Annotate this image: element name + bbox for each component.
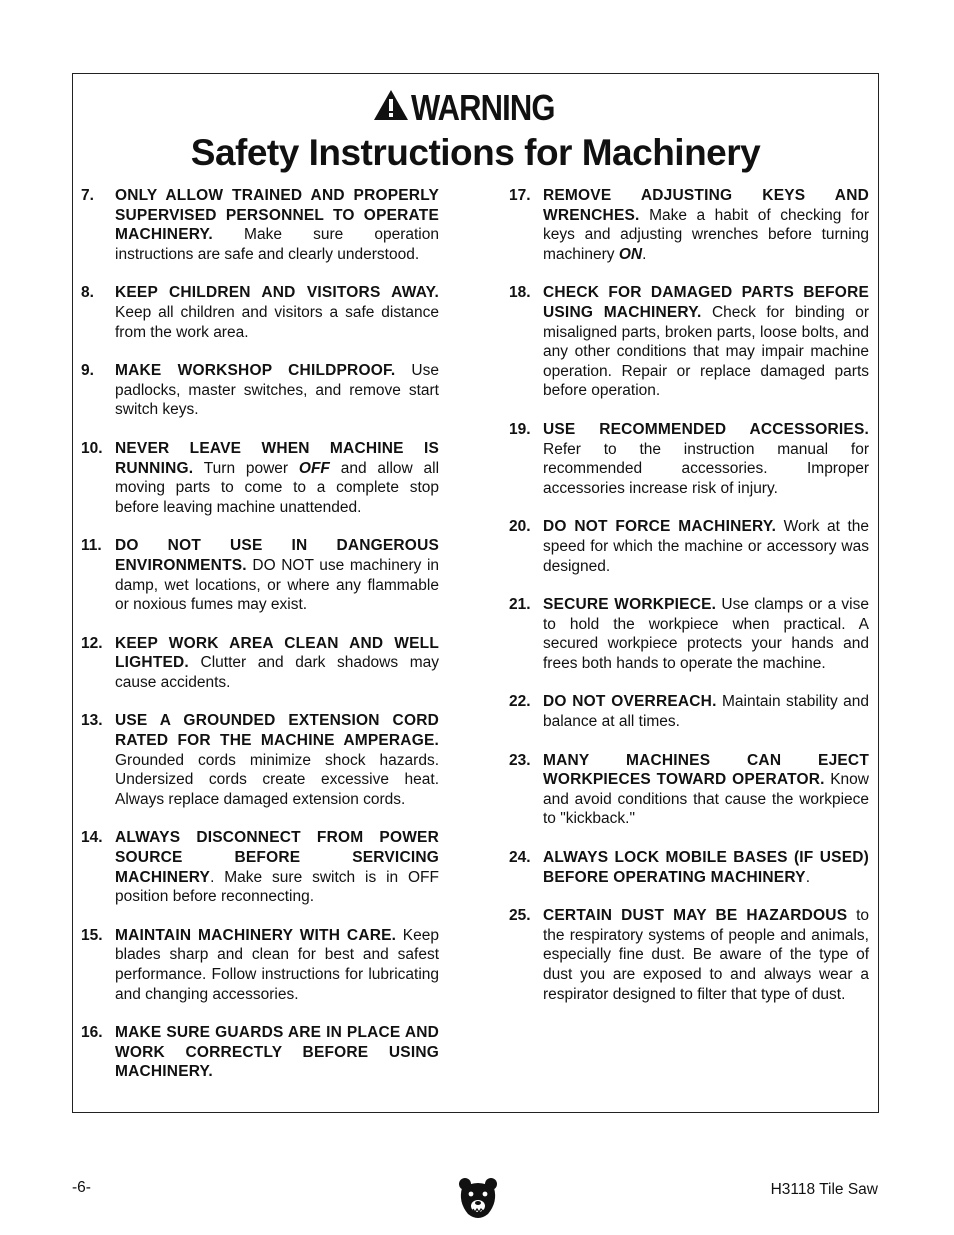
bear-logo-icon (458, 1176, 498, 1222)
item-heading: ONLY ALLOW TRAINED AND PROPERLY SUPERVISED PERSONNEL TO OPERATE MACHINERY. (115, 187, 439, 244)
item-body: to the respiratory systems of people and animals, especially fine dust. Be aware of the type of dust you are exposed to and always wear a respirator designed to filter that type of dust. (543, 907, 869, 1003)
item-heading: USE A GROUNDED EXTENSION CORD RATED FOR THE MACHINE AMPERAGE. (115, 712, 439, 750)
item-number: 10. (81, 439, 103, 457)
right-column (509, 186, 869, 1023)
list-item (81, 283, 439, 342)
item-body: Check for binding or misaligned parts, broken parts, loose bolts, and any other conditions that may impair machine operation. Repair or replace damaged parts before operation. (543, 303, 869, 400)
list-item (509, 848, 869, 887)
list-item (509, 692, 869, 731)
item-number: 13. (81, 712, 103, 730)
item-body: . (805, 868, 810, 886)
model-name: H3118 Tile Saw (770, 1181, 878, 1198)
item-heading: DO NOT FORCE MACHINERY. (543, 518, 777, 536)
item-number: 22. (509, 693, 531, 711)
item-number: 16. (81, 1024, 103, 1042)
item-number: 19. (509, 420, 531, 438)
item-heading: CHECK FOR DAMAGED PARTS BEFORE USING MACHINERY. (543, 284, 869, 321)
item-number: 14. (81, 829, 103, 847)
item-body: . Make sure switch is in OFF position before reconnecting. (115, 868, 439, 906)
left-column (81, 186, 439, 1101)
item-body: . (642, 245, 647, 263)
list-item (509, 906, 869, 1004)
item-number: 23. (509, 751, 531, 769)
item-heading: MANY MACHINES CAN EJECT WORKPIECES TOWARD OPERATOR. (543, 751, 869, 789)
list-item (81, 361, 439, 420)
item-emphasis: OFF (298, 459, 330, 477)
list-item (81, 1023, 439, 1082)
list-item (81, 711, 439, 809)
item-number: 18. (509, 284, 531, 302)
item-body: Make sure operation instructions are safe and clearly understood. (115, 226, 439, 263)
list-item (509, 186, 869, 264)
item-number: 7. (81, 187, 94, 204)
page-number: -6- (72, 1179, 91, 1196)
item-body: Keep blades sharp and clean for best and safest performance. Follow instructions for lubricating and changing accessories. (115, 926, 439, 1003)
list-item (81, 439, 439, 517)
warning-word: WARNING (411, 87, 555, 128)
item-body: Use padlocks, master switches, and remove start switch keys. (115, 362, 439, 419)
item-body: Maintain stability and balance at all times. (543, 693, 870, 731)
item-heading: NEVER LEAVE WHEN MACHINE IS RUNNING. (115, 439, 439, 477)
item-body: Turn power (203, 459, 289, 477)
item-body: Refer to the instruction manual for recommended accessories. Improper accessories increase risk of injury. (543, 440, 869, 497)
item-number: 24. (509, 849, 531, 867)
item-body: and allow all moving parts to come to a complete stop before leaving machine unattended. (115, 459, 440, 516)
item-heading: DO NOT OVERREACH. (543, 693, 717, 711)
list-item (509, 517, 869, 576)
item-body: Know and avoid conditions that cause the workpiece to "kickback." (543, 771, 869, 828)
item-body: Work at the speed for which the machine or accessory was designed. (543, 518, 870, 575)
item-body: Make a habit of checking for keys and adjusting wrenches before turning machinery (543, 206, 869, 263)
item-heading: USE RECOMMENDED ACCESSORIES. (543, 420, 869, 438)
item-body: Grounded cords minimize shock hazards. Undersized cords create excessive heat. Always replace damaged extension cords. (115, 751, 439, 808)
list-item (81, 634, 439, 693)
item-heading: ALWAYS DISCONNECT FROM POWER SOURCE BEFORE SERVICING MACHINERY (115, 829, 439, 886)
item-number: 11. (81, 537, 102, 555)
item-body: Use clamps or a vise to hold the workpiece when practical. A secured workpiece protects your hands and frees both hands to operate the machine. (543, 596, 869, 672)
list-item (509, 595, 869, 673)
list-item (81, 828, 439, 906)
item-body: DO NOT use machinery in damp, wet locations, or where any flammable or noxious fumes may exist. (115, 556, 440, 614)
item-number: 21. (509, 596, 531, 614)
item-number: 17. (509, 187, 531, 204)
item-heading: CERTAIN DUST MAY BE HAZARDOUS (543, 907, 848, 925)
item-number: 25. (509, 907, 531, 925)
item-body: Clutter and dark shadows may cause accidents. (115, 654, 439, 691)
item-heading: KEEP WORK AREA CLEAN AND WELL LIGHTED. (115, 634, 439, 672)
list-item (81, 536, 439, 614)
item-number: 15. (81, 926, 103, 944)
warning-header (73, 86, 878, 130)
list-item (81, 926, 439, 1004)
warning-triangle-icon (373, 89, 409, 121)
item-heading: MAINTAIN MACHINERY WITH CARE. (115, 926, 397, 944)
list-item (81, 186, 439, 264)
item-heading: DO NOT USE IN DANGEROUS ENVIRONMENTS. (115, 537, 439, 574)
list-item (509, 751, 869, 829)
item-number: 9. (81, 362, 94, 380)
item-heading: SECURE WORKPIECE. (543, 596, 717, 614)
item-number: 8. (81, 284, 94, 302)
item-body: Keep all children and visitors a safe distance from the work area. (115, 303, 439, 341)
item-heading: ALWAYS LOCK MOBILE BASES (IF USED) BEFORE OPERATING MACHINERY (543, 849, 869, 886)
list-item (509, 420, 869, 498)
item-heading: MAKE SURE GUARDS ARE IN PLACE AND WORK CORRECTLY BEFORE USING MACHINERY. (115, 1024, 439, 1081)
warning-box (72, 73, 879, 1113)
list-item (509, 283, 869, 401)
item-heading: MAKE WORKSHOP CHILDPROOF. (115, 362, 396, 380)
item-emphasis: ON (618, 245, 643, 263)
item-number: 12. (81, 634, 103, 652)
item-number: 20. (509, 518, 531, 536)
item-heading: REMOVE ADJUSTING KEYS AND WRENCHES. (543, 187, 869, 224)
page-title: Safety Instructions for Machinery (190, 132, 761, 173)
item-heading: KEEP CHILDREN AND VISITORS AWAY. (115, 284, 439, 302)
